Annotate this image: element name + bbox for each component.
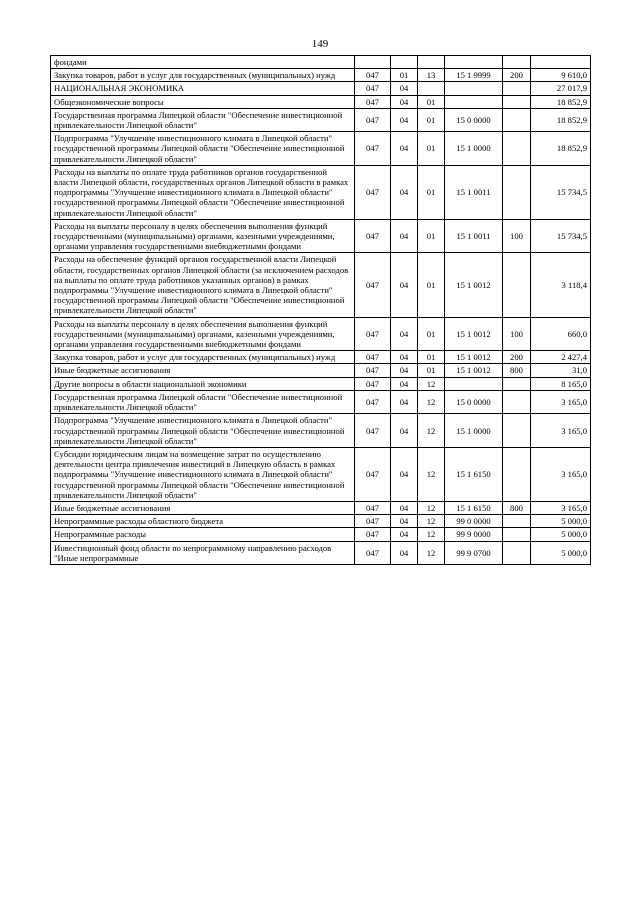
cell-subsection: 12 [418,447,445,501]
table-row [51,351,591,364]
cell-amount: 3 165,0 [531,390,591,413]
cell-amount: 18 852,9 [531,132,591,166]
cell-subsection: 01 [418,253,445,317]
cell-section: 04 [391,95,418,108]
table-row [51,515,591,528]
cell-target-article: 15 1 0012 [445,364,503,377]
table-row [51,95,591,108]
cell-section: 04 [391,132,418,166]
cell-amount: 31,0 [531,364,591,377]
table-row [51,447,591,501]
cell-section: 04 [391,377,418,390]
cell-name: Расходы на выплаты персоналу в целях обеспечения выполнения функций государственными (муниципальными) органами, казенными учреждениями, органами управления государственными внебюджетными фондами [51,317,355,351]
cell-target-article [445,82,503,95]
cell-name: Расходы на выплаты по оплате труда работников органов государственной власти Липецкой области, государственных органов Липецкой области в рамках подпрограммы "Улучшение инвестиционного климата в Липецкой области" государственной программы Липецкой области "Обеспечение инвестиционной привлекательности Липецкой области" [51,165,355,219]
cell-name: Расходы на выплаты персоналу в целях обеспечения выполнения функций государственными (муниципальными) органами, казенными учреждениями, органами управления государственными внебюджетными фондами [51,219,355,253]
cell-target-article: 15 1 0011 [445,219,503,253]
cell-target-article: 15 1 6150 [445,501,503,514]
cell-target-article: 99 0 0000 [445,515,503,528]
cell-ministry-code: 047 [355,447,391,501]
cell-section: 04 [391,351,418,364]
cell-expense-type [503,515,531,528]
cell-name: Государственная программа Липецкой области "Обеспечение инвестиционной привлекательности Липецкой области" [51,108,355,131]
cell-expense-type: 100 [503,219,531,253]
cell-ministry-code: 047 [355,390,391,413]
table-row [51,82,591,95]
cell-subsection: 01 [418,317,445,351]
table-row [51,56,591,69]
cell-section: 01 [391,69,418,82]
cell-ministry-code: 047 [355,82,391,95]
cell-ministry-code: 047 [355,69,391,82]
cell-amount: 18 852,9 [531,108,591,131]
cell-name: Подпрограмма "Улучшение инвестиционного климата в Липецкой области" государственной программы Липецкой области "Обеспечение инвестиционной привлекательности Липецкой области" [51,414,355,448]
cell-amount: 8 165,0 [531,377,591,390]
cell-target-article: 99 9 0000 [445,528,503,541]
cell-expense-type [503,528,531,541]
cell-expense-type: 800 [503,364,531,377]
cell-ministry-code: 047 [355,377,391,390]
cell-section: 04 [391,317,418,351]
table-row [51,317,591,351]
cell-ministry-code: 047 [355,165,391,219]
cell-name: Закупка товаров, работ и услуг для государственных (муниципальных) нужд [51,351,355,364]
cell-target-article: 15 1 0000 [445,132,503,166]
cell-ministry-code [355,56,391,69]
cell-section: 04 [391,447,418,501]
cell-subsection: 01 [418,108,445,131]
table-row [51,414,591,448]
cell-ministry-code: 047 [355,351,391,364]
cell-ministry-code: 047 [355,108,391,131]
cell-amount: 15 734,5 [531,165,591,219]
cell-section: 04 [391,165,418,219]
cell-ministry-code: 047 [355,364,391,377]
cell-amount: 5 000,0 [531,541,591,564]
cell-target-article: 15 1 6150 [445,447,503,501]
cell-amount: 2 427,4 [531,351,591,364]
cell-name: Государственная программа Липецкой области "Обеспечение инвестиционной привлекательности Липецкой области" [51,390,355,413]
cell-subsection: 01 [418,165,445,219]
cell-subsection: 12 [418,390,445,413]
table-row [51,219,591,253]
cell-subsection: 13 [418,69,445,82]
cell-amount: 3 165,0 [531,414,591,448]
cell-expense-type [503,447,531,501]
page-number: 149 [311,38,329,50]
cell-target-article [445,377,503,390]
cell-subsection: 12 [418,515,445,528]
cell-section: 04 [391,515,418,528]
cell-expense-type [503,165,531,219]
cell-amount [531,56,591,69]
cell-name: Закупка товаров, работ и услуг для государственных (муниципальных) нужд [51,69,355,82]
cell-expense-type [503,390,531,413]
cell-ministry-code: 047 [355,132,391,166]
cell-target-article: 15 1 9999 [445,69,503,82]
table-row [51,390,591,413]
budget-table [50,55,591,565]
cell-name: Иные бюджетные ассигнования [51,364,355,377]
cell-amount: 3 165,0 [531,447,591,501]
cell-target-article: 15 1 0012 [445,351,503,364]
cell-amount: 5 000,0 [531,528,591,541]
table-row [51,364,591,377]
cell-expense-type [503,253,531,317]
table-row [51,165,591,219]
cell-expense-type: 800 [503,501,531,514]
cell-name: Непрограммные расходы [51,528,355,541]
cell-ministry-code: 047 [355,414,391,448]
cell-target-article: 15 0 0000 [445,390,503,413]
cell-section: 04 [391,82,418,95]
cell-expense-type [503,377,531,390]
cell-name: Подпрограмма "Улучшение инвестиционного климата в Липецкой области" государственной программы Липецкой области "Обеспечение инвестиционной привлекательности Липецкой области" [51,132,355,166]
cell-section: 04 [391,414,418,448]
cell-subsection: 12 [418,377,445,390]
cell-name: Непрограммные расходы областного бюджета [51,515,355,528]
cell-subsection: 12 [418,501,445,514]
cell-subsection: 01 [418,364,445,377]
table-row [51,108,591,131]
cell-amount: 3 165,0 [531,501,591,514]
cell-target-article: 15 1 0012 [445,253,503,317]
cell-amount: 18 852,9 [531,95,591,108]
table-body [51,56,591,565]
cell-section: 04 [391,219,418,253]
cell-subsection: 01 [418,95,445,108]
cell-name: Общеэкономические вопросы [51,95,355,108]
cell-expense-type [503,541,531,564]
cell-subsection: 12 [418,414,445,448]
cell-target-article: 15 1 0011 [445,165,503,219]
cell-amount: 3 118,4 [531,253,591,317]
cell-expense-type [503,414,531,448]
cell-section: 04 [391,390,418,413]
cell-section: 04 [391,108,418,131]
cell-target-article: 15 0 0000 [445,108,503,131]
cell-name: Иные бюджетные ассигнования [51,501,355,514]
table-row [51,69,591,82]
cell-section [391,56,418,69]
cell-name: Инвестиционный фонд области по непрограммному направлению расходов "Иные непрограммные [51,541,355,564]
cell-target-article [445,56,503,69]
cell-target-article [445,95,503,108]
cell-name: Другие вопросы в области национальной экономики [51,377,355,390]
cell-expense-type [503,56,531,69]
cell-section: 04 [391,364,418,377]
cell-ministry-code: 047 [355,501,391,514]
cell-target-article: 99 9 0700 [445,541,503,564]
cell-ministry-code: 047 [355,541,391,564]
cell-subsection: 01 [418,132,445,166]
table-row [51,541,591,564]
table-row [51,132,591,166]
cell-amount: 660,0 [531,317,591,351]
cell-section: 04 [391,541,418,564]
cell-section: 04 [391,528,418,541]
cell-amount: 15 734,5 [531,219,591,253]
cell-section: 04 [391,253,418,317]
cell-subsection: 12 [418,528,445,541]
cell-ministry-code: 047 [355,317,391,351]
cell-ministry-code: 047 [355,219,391,253]
cell-ministry-code: 047 [355,515,391,528]
cell-expense-type: 100 [503,317,531,351]
cell-ministry-code: 047 [355,528,391,541]
cell-expense-type: 200 [503,351,531,364]
cell-name: Расходы на обеспечение функций органов государственной власти Липецкой области, государственных органов Липецкой области (за исключением расходов на выплаты по оплате труда работников указанных органов) в рамках подпрограммы "Улучшение инвестиционного климата в Липецкой области" государственной программы Липецкой области "Обеспечение инвестиционной привлекательности Липецкой области" [51,253,355,317]
cell-target-article: 15 1 0012 [445,317,503,351]
cell-target-article: 15 1 0000 [445,414,503,448]
cell-subsection [418,82,445,95]
cell-subsection: 01 [418,351,445,364]
cell-subsection [418,56,445,69]
cell-expense-type [503,82,531,95]
cell-amount: 27 017,9 [531,82,591,95]
cell-expense-type [503,95,531,108]
cell-name: НАЦИОНАЛЬНАЯ ЭКОНОМИКА [51,82,355,95]
table-row [51,501,591,514]
cell-expense-type [503,132,531,166]
cell-expense-type: 200 [503,69,531,82]
cell-section: 04 [391,501,418,514]
cell-amount: 5 000,0 [531,515,591,528]
table-row [51,253,591,317]
cell-name: фондами [51,56,355,69]
table-row [51,528,591,541]
cell-ministry-code: 047 [355,253,391,317]
cell-expense-type [503,108,531,131]
cell-subsection: 01 [418,219,445,253]
cell-amount: 9 610,0 [531,69,591,82]
cell-ministry-code: 047 [355,95,391,108]
cell-subsection: 12 [418,541,445,564]
table-row [51,377,591,390]
cell-name: Субсидии юридическим лицам на возмещение затрат по осуществлению деятельности центра привлечения инвестиций в Липецкую область в рамках подпрограммы "Улучшение инвестиционного климата в Липецкой области" государственной программы Липецкой области "Обеспечение инвестиционной привлекательности Липецкой области" [51,447,355,501]
